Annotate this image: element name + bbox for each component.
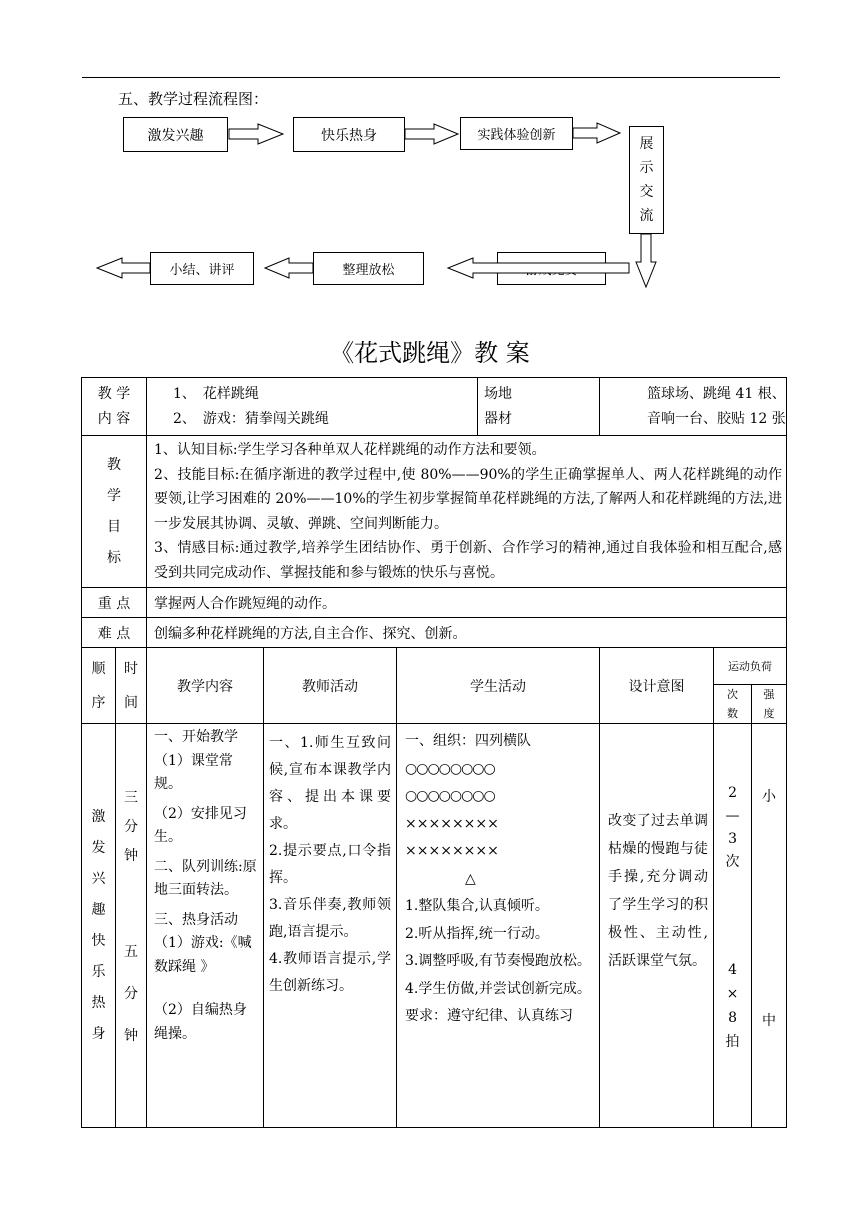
formation-row: ○○○○○○○○ <box>405 760 495 777</box>
content-label: 教 学 内 容 <box>82 378 147 436</box>
formation-row: ×××××××× <box>405 843 499 859</box>
student-line: 2.听从指挥,统一行动。 <box>405 925 549 942</box>
phase-cell: 激 发 兴 趣 快 乐 热 身 <box>82 724 116 1128</box>
flow-arrow-down <box>636 234 656 287</box>
intensity-cell: 小 中 <box>752 724 787 1128</box>
flow-show-char: 示 <box>639 160 654 176</box>
key-point-label: 重 点 <box>82 588 147 618</box>
count-cell: 2 — 3 次 4 × 8 拍 <box>714 724 752 1128</box>
objectives-label: 教 学 目 标 <box>82 436 147 588</box>
student-cell <box>397 724 600 1128</box>
col-order: 顺 序 <box>82 648 116 724</box>
flow-arrow-right <box>573 123 620 143</box>
col-intensity: 强 度 <box>752 685 787 724</box>
content-item: 1、 花样跳绳 <box>173 385 259 402</box>
flow-arrows <box>0 0 860 310</box>
time-cell: 三 分 钟 五 分 钟 <box>116 724 147 1128</box>
col-time: 时 间 <box>116 648 147 724</box>
teacher-cell <box>264 724 397 1128</box>
venue-label: 场地 器材 <box>478 378 600 436</box>
flow-arrow-right <box>229 124 283 144</box>
content-line: （2）安排见习生。 <box>154 805 247 845</box>
objective-cognitive: 1、认知目标:学生学习各种单双人花样跳绳的动作方法和要领。 <box>154 442 546 458</box>
lesson-plan-table <box>81 377 787 1128</box>
flow-show-char: 流 <box>639 208 654 224</box>
content-cell <box>147 724 264 1128</box>
teacher-line: 一、1.师生互致问候,宣布本课教学内容、提出本课要求。 <box>269 735 392 832</box>
teacher-line: 3.音乐伴奏,教师领跑,语言提示。 <box>269 897 392 940</box>
key-point-text: 掌握两人合作跳短绳的动作。 <box>147 588 787 618</box>
content-line: 一、开始教学 <box>154 729 239 745</box>
design-cell: 改变了过去单调枯燥的慢跑与徒手操,充分调动了学生学习的积极性、主动性,活跃课堂气氛。 <box>600 724 714 1128</box>
content-item: 2、 游戏：猜拳闯关跳绳 <box>173 410 329 427</box>
flowchart-heading: 五、教学过程流程图： <box>118 90 269 108</box>
formation-row: ○○○○○○○○ <box>405 788 495 804</box>
flow-arrow-right <box>405 124 458 144</box>
student-line: 要求：遵守纪律、认真练习 <box>405 1008 574 1024</box>
venue-equipment: 篮球场、跳绳 41 根、 音响一台、胶贴 12 张 <box>600 378 787 436</box>
col-student: 学生活动 <box>397 648 600 724</box>
flow-box-interest: 激发兴趣 <box>123 117 228 152</box>
col-exercise-load: 运动负荷 <box>714 648 787 685</box>
content-items <box>147 378 478 436</box>
content-line: （1）游戏:《喊数踩绳 》 <box>154 935 252 975</box>
flow-box-relax: 整理放松 <box>313 252 424 285</box>
content-line: 三、热身活动 <box>154 911 239 928</box>
student-line: 3.调整呼吸,有节奏慢跑放松。 <box>405 953 591 969</box>
teacher-line: 2.提示要点,口令指挥。 <box>269 843 392 886</box>
col-content: 教学内容 <box>147 648 264 724</box>
objectives-text <box>147 436 787 588</box>
difficult-point-label: 难 点 <box>82 618 147 648</box>
content-line: 二、队列训练:原地三面转法。 <box>154 858 257 898</box>
student-line: 1.整队集合,认真倾听。 <box>405 898 549 914</box>
flow-show-char: 展 <box>639 136 654 152</box>
objective-skill: 2、技能目标:在循序渐进的教学过程中,使 80%——90%的学生正确掌握单人、两人花样跳绳的动作要领,让学习困难的 20%——10%的学生初步掌握简单花样跳绳的方法,了解两人和花样跳绳的方法,进一步发展其协调、灵敏、弹跳、空间判断能力。 <box>154 466 783 532</box>
flow-arrow-left <box>97 258 150 278</box>
flow-show-char: 交 <box>639 184 654 200</box>
content-line: （2）自编热身绳操。 <box>154 1002 247 1042</box>
flow-box-summary: 小结、讲评 <box>150 252 254 285</box>
flow-box-warmup: 快乐热身 <box>293 117 405 152</box>
page-title: 《花式跳绳》教 案 <box>330 339 530 367</box>
difficult-point-text: 创编多种花样跳绳的方法,自主合作、探究、创新。 <box>147 618 787 648</box>
objective-affective: 3、情感目标:通过教学,培养学生团结协作、勇于创新、合作学习的精神,通过自我体验和相互配合,感受到共同完成动作、掌握技能和参与锻炼的快乐与喜悦。 <box>154 540 783 581</box>
col-design: 设计意图 <box>600 648 714 724</box>
student-line: 一、组织：四列横队 <box>405 733 532 749</box>
flow-box-practice: 实践体验创新 <box>460 117 573 150</box>
col-count: 次 数 <box>714 685 752 724</box>
flow-arrow-left <box>265 258 313 278</box>
col-teacher: 教师活动 <box>264 648 397 724</box>
teacher-line: 4.教师语言提示,学生创新练习。 <box>269 951 392 994</box>
teacher-marker: △ <box>465 870 476 887</box>
flow-arrow-left <box>448 258 629 278</box>
content-line: （1）课堂常规。 <box>154 752 233 792</box>
formation-row: ×××××××× <box>405 815 499 832</box>
student-line: 4.学生仿做,并尝试创新完成。 <box>405 980 591 997</box>
